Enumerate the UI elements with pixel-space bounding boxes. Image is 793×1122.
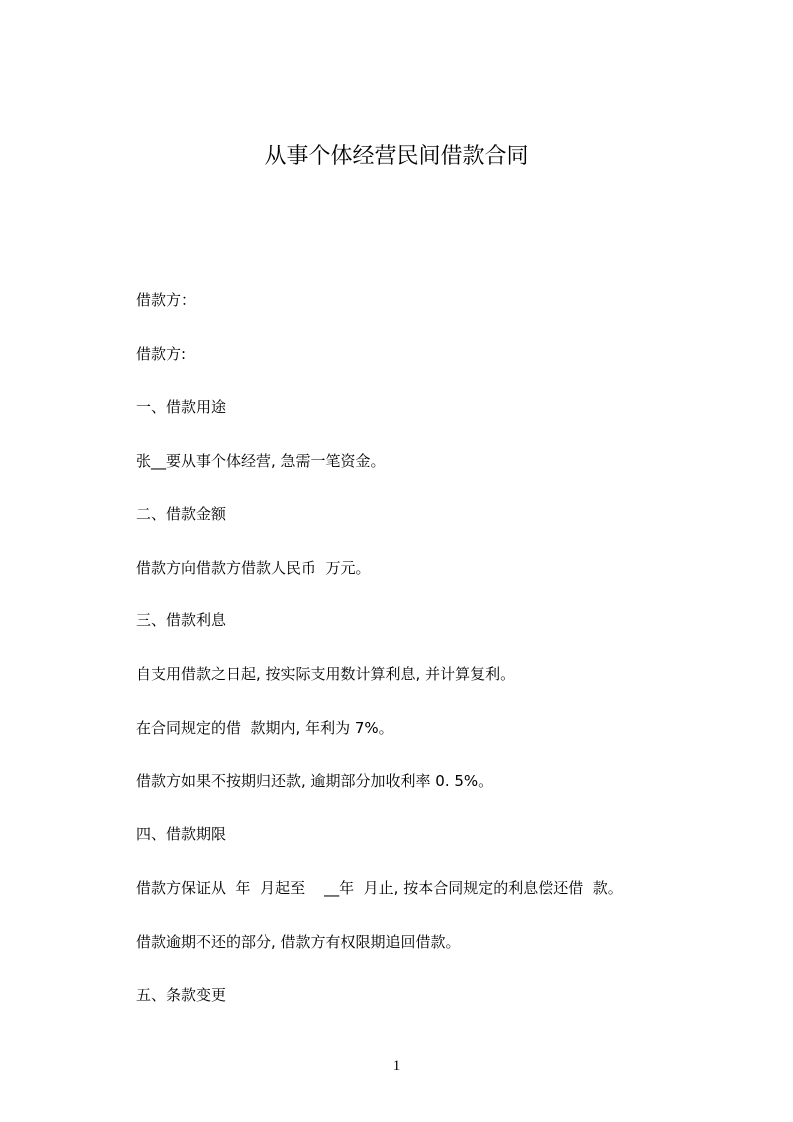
section-heading-changes: 五、条款变更	[136, 986, 227, 1004]
section-heading-purpose: 一、借款用途	[136, 398, 227, 416]
amount-text: 借款方向借款方借款人民币 万元。	[136, 559, 371, 577]
section-heading-term: 四、借款期限	[136, 825, 227, 843]
interest-text-3: 借款方如果不按期归还款, 逾期部分加收利率 0. 5%。	[136, 772, 494, 790]
section-heading-interest: 三、借款利息	[136, 611, 227, 629]
term-text-2: 借款逾期不还的部分, 借款方有权限期追回借款。	[136, 933, 461, 951]
interest-text-2: 在合同规定的借 款期内, 年利为 7%。	[136, 719, 394, 737]
purpose-text: 张__要从事个体经营, 急需一笔资金。	[136, 452, 386, 470]
term-text-1: 借款方保证从 年 月起至 __年 月止, 按本合同规定的利息偿还借 款。	[136, 879, 623, 897]
section-heading-amount: 二、借款金额	[136, 505, 227, 523]
document-title: 从事个体经营民间借款合同	[264, 144, 529, 169]
page-number: 1	[392, 1058, 401, 1074]
borrower-label: 借款方:	[136, 345, 187, 363]
lender-label: 借款方：	[136, 291, 197, 309]
interest-text-1: 自支用借款之日起, 按实际支用数计算利息, 并计算复利。	[136, 665, 516, 683]
